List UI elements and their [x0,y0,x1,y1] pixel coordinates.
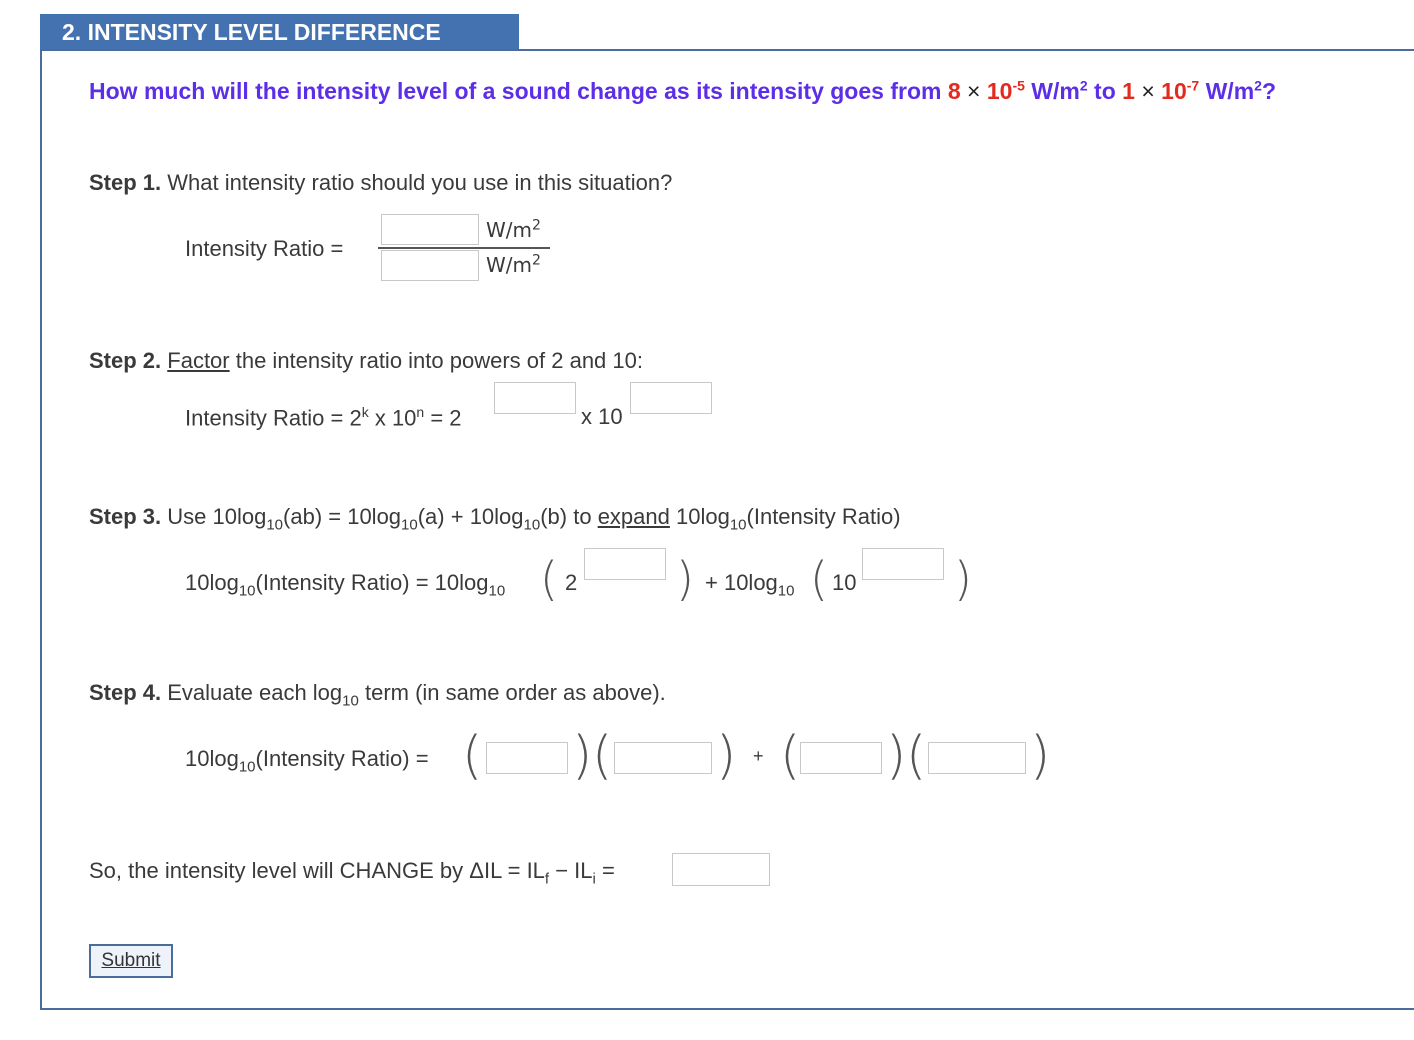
ratio-denominator-input[interactable] [381,250,479,281]
fraction-bar [378,247,550,249]
left-paren: ( [810,552,828,606]
step4-heading: Step 4. Evaluate each $\log_{10}$ term (in same order as above). [89,680,666,710]
denominator-unit: $W/m^2$ [486,252,541,277]
coef-initial: 8 [947,78,961,104]
left-paren: ( [462,726,483,786]
step1-heading: Step 1. What intensity ratio should you use in this situation? [89,170,673,195]
numerator-unit: $W/m^2$ [486,217,541,242]
left-paren: ( [906,726,927,786]
coef-final: 1 [1122,78,1135,104]
step3-heading: Step 3. Use $10\log_{10}(ab) = 10\log_{10}(a) + 10\log_{10}(b)$ to expand $10\log_{10}(Intensity$ Ratio) [89,504,901,534]
left-paren: ( [592,726,613,786]
step2-equation: Intensity Ratio = $2^k$ x $10^n = 2$ [185,404,462,431]
right-paren: ) [886,726,907,786]
left-paren: ( [780,726,801,786]
right-paren: ) [676,552,694,606]
step2-heading: Step 2. Factor the intensity ratio into powers of 2 and 10: [89,348,643,373]
plus-sign: + [753,746,764,766]
exponent-n-input[interactable] [630,382,712,414]
factor-link[interactable]: Factor [167,348,230,373]
right-paren: ) [954,552,972,606]
log-term-2-input[interactable] [614,742,712,774]
section-title: 2. INTENSITY LEVEL DIFFERENCE [40,14,519,50]
intensity-change-input[interactable] [672,853,770,886]
step4-equation-left: $10\log_{10}(Intensity$ Ratio) = [185,746,429,776]
ratio-numerator-input[interactable] [381,214,479,245]
step3-plus-log: + $10\log_{10}$ [705,570,795,600]
log-term-3-input[interactable] [800,742,882,774]
log-term-4-input[interactable] [928,742,1026,774]
step3-equation-left: $10\log_{10}(Intensity$ Ratio) = $10\log_{10}$ [185,570,506,600]
right-paren: ) [572,726,593,786]
step2-times-ten: x 10 [581,404,623,429]
log-exponent-2-input[interactable] [584,548,666,580]
base-two: 2 [565,570,578,595]
step1-ratio-label: Intensity Ratio = [185,236,344,261]
question-text: How much will the intensity level of a sound change as its intensity goes from $8 \times 10^{-5}$ $W/m^2$ to $1 \times 10^{-7}$ $W/m^2$? [89,77,1277,104]
right-paren: ) [716,726,737,786]
log-exponent-10-input[interactable] [862,548,944,580]
log-term-1-input[interactable] [486,742,568,774]
left-paren: ( [540,552,558,606]
right-paren: ) [1030,726,1051,786]
submit-button[interactable]: Submit [89,944,173,978]
expand-link[interactable]: expand [597,504,670,529]
delta-symbol: Δ [469,858,484,883]
exponent-k-input[interactable] [494,382,576,414]
conclusion-text: So, the intensity level will CHANGE by $\Delta IL = IL_f - IL_i$ = [89,858,615,888]
base-ten: 10 [832,570,857,595]
